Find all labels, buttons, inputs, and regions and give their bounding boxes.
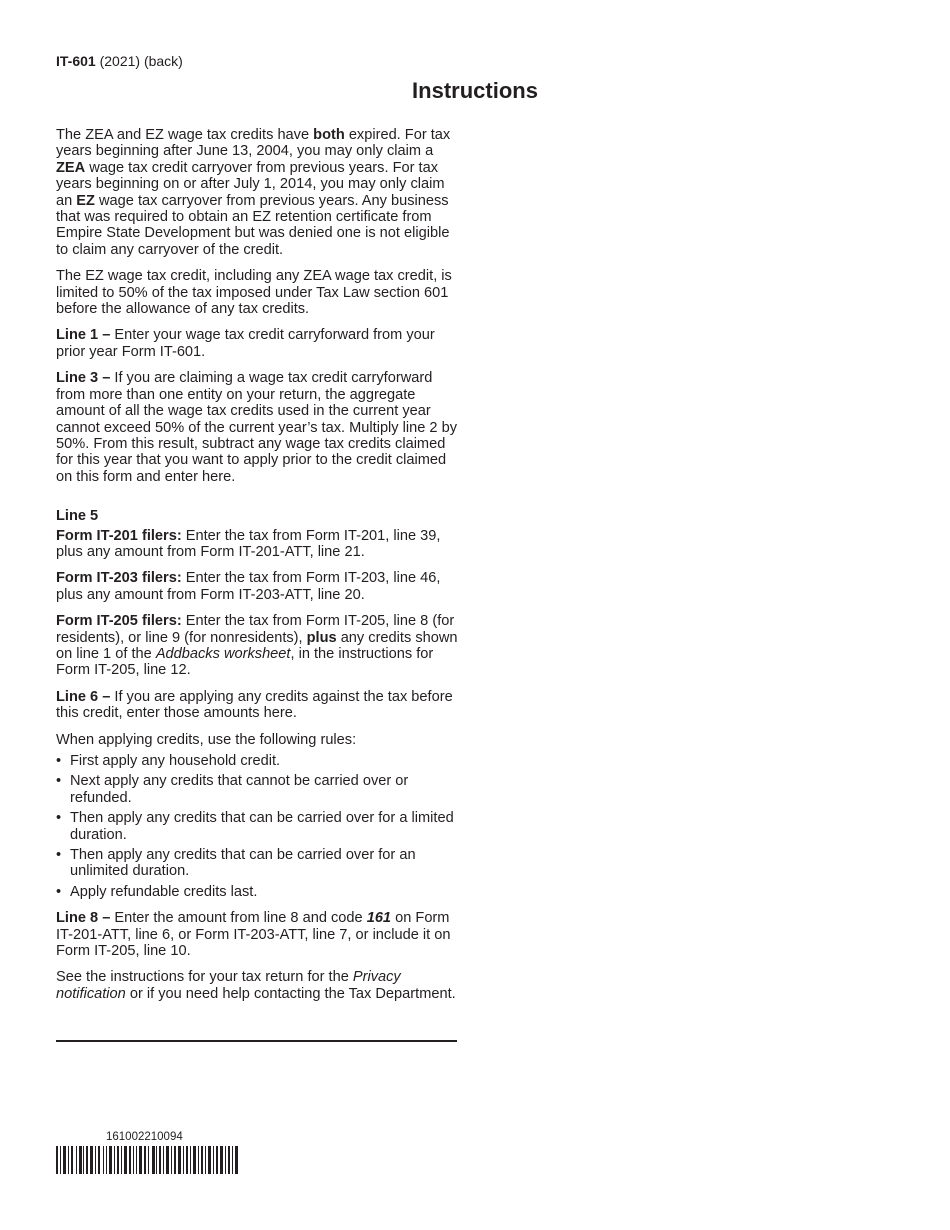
privacy-notification-ref: Privacy notification bbox=[56, 969, 401, 1002]
it205-bold-plus: plus bbox=[306, 629, 337, 646]
intro-bold-zea: ZEA bbox=[56, 159, 86, 176]
intro-text-1: The ZEA and EZ wage tax credits have bbox=[56, 127, 314, 143]
line5-it203 bbox=[56, 570, 460, 603]
line3-paragraph bbox=[56, 370, 460, 485]
rule-item: • Then apply any credits that can be carried over for an unlimited duration. bbox=[56, 847, 460, 880]
form-id: IT-601 bbox=[56, 53, 96, 69]
line3-label: Line 3 – bbox=[56, 370, 111, 387]
it203-text: Enter the tax from Form IT-203, line 46, plus any amount from Form IT-203-ATT, line 20. bbox=[56, 570, 441, 603]
credit-code: 161 bbox=[366, 910, 392, 927]
line5-it201 bbox=[56, 528, 460, 561]
section-divider bbox=[56, 1040, 457, 1042]
intro-text-3: wage tax credit carryover from previous years. For tax years beginning on or after July 1, 2014, you may only claim an bbox=[56, 159, 445, 209]
it203-label: Form IT-203 filers: bbox=[56, 570, 182, 587]
line3-text: If you are claiming a wage tax credit carryforward from more than one entity on your return, the aggregate amount of all the wage tax credits used in the current year cannot exceed 50% of the current year’s tax. Multiply line 2 by 50%. From this result, subtract any wage tax credits claimed for this year that you want to apply prior to the credit claimed on this form and enter here. bbox=[56, 370, 458, 485]
line6-paragraph bbox=[56, 689, 460, 722]
form-header bbox=[56, 53, 183, 69]
form-year: (2021) (back) bbox=[99, 53, 183, 69]
intro-bold-both: both bbox=[313, 127, 345, 143]
line6-text: If you are applying any credits against the tax before this credit, enter those amounts here. bbox=[56, 688, 453, 722]
privacy-paragraph bbox=[56, 969, 460, 1002]
it201-label: Form IT-201 filers: bbox=[56, 527, 182, 544]
barcode-image bbox=[56, 1146, 238, 1174]
rule-item: • Next apply any credits that cannot be carried over or refunded. bbox=[56, 773, 460, 806]
addbacks-worksheet-ref: Addbacks worksheet bbox=[155, 645, 291, 662]
it205-text-1: Enter the tax from Form IT-205, line 8 (for residents), or line 9 (for nonresidents), bbox=[56, 613, 455, 646]
intro-text-2: expired. For tax years beginning after June 13, 2004, you may only claim a bbox=[56, 127, 451, 160]
rule-item: • First apply any household credit. bbox=[56, 753, 460, 769]
line8-label: Line 8 – bbox=[56, 910, 111, 927]
limit-paragraph: The EZ wage tax credit, including any ZEA wage tax credit, is limited to 50% of the tax imposed under Tax Law section 601 before the allowance of any tax credits. bbox=[56, 268, 452, 318]
line1-text: Enter your wage tax credit carryforward from your prior year Form IT-601. bbox=[56, 327, 435, 360]
rule-item: • Apply refundable credits last. bbox=[56, 884, 460, 900]
rules-list bbox=[56, 753, 460, 900]
it205-text-3: , in the instructions for Form IT-205, line 12. bbox=[56, 645, 434, 679]
it205-text-2: any credits shown on line 1 of the bbox=[56, 629, 458, 662]
line8-text-1: Enter the amount from line 8 and code bbox=[110, 910, 367, 927]
privacy-text-1: See the instructions for your tax return for the bbox=[56, 969, 353, 986]
line1-label: Line 1 – bbox=[56, 327, 111, 344]
intro-text-4: wage tax carryover from previous years. Any business that was required to obtain an EZ retention certificate from Empire State Development but was denied one is not eligible to claim any carryover of the credit. bbox=[56, 192, 450, 258]
it201-text: Enter the tax from Form IT-201, line 39, plus any amount from Form IT-201-ATT, line 21. bbox=[56, 527, 441, 560]
line1-paragraph bbox=[56, 327, 460, 360]
page-title: Instructions bbox=[412, 78, 538, 103]
rule-item: • Then apply any credits that can be carried over for a limited duration. bbox=[56, 810, 460, 843]
privacy-text-2: or if you need help contacting the Tax Department. bbox=[125, 985, 456, 1002]
intro-paragraph bbox=[56, 127, 460, 258]
it205-label: Form IT-205 filers: bbox=[56, 613, 182, 630]
instructions-column bbox=[56, 127, 460, 1012]
line8-paragraph bbox=[56, 910, 460, 959]
barcode-number: 161002210094 bbox=[106, 1131, 183, 1143]
line5-heading bbox=[56, 508, 460, 524]
line8-text-2: on Form IT-201-ATT, line 6, or Form IT-203-ATT, line 7, or include it on Form IT-205, line 10. bbox=[56, 910, 451, 960]
rules-intro: When applying credits, use the following rules: bbox=[56, 731, 357, 748]
line6-label: Line 6 – bbox=[56, 688, 111, 705]
line5-it205 bbox=[56, 613, 460, 679]
intro-bold-ez: EZ bbox=[76, 192, 95, 209]
line5-label: Line 5 bbox=[56, 508, 99, 525]
